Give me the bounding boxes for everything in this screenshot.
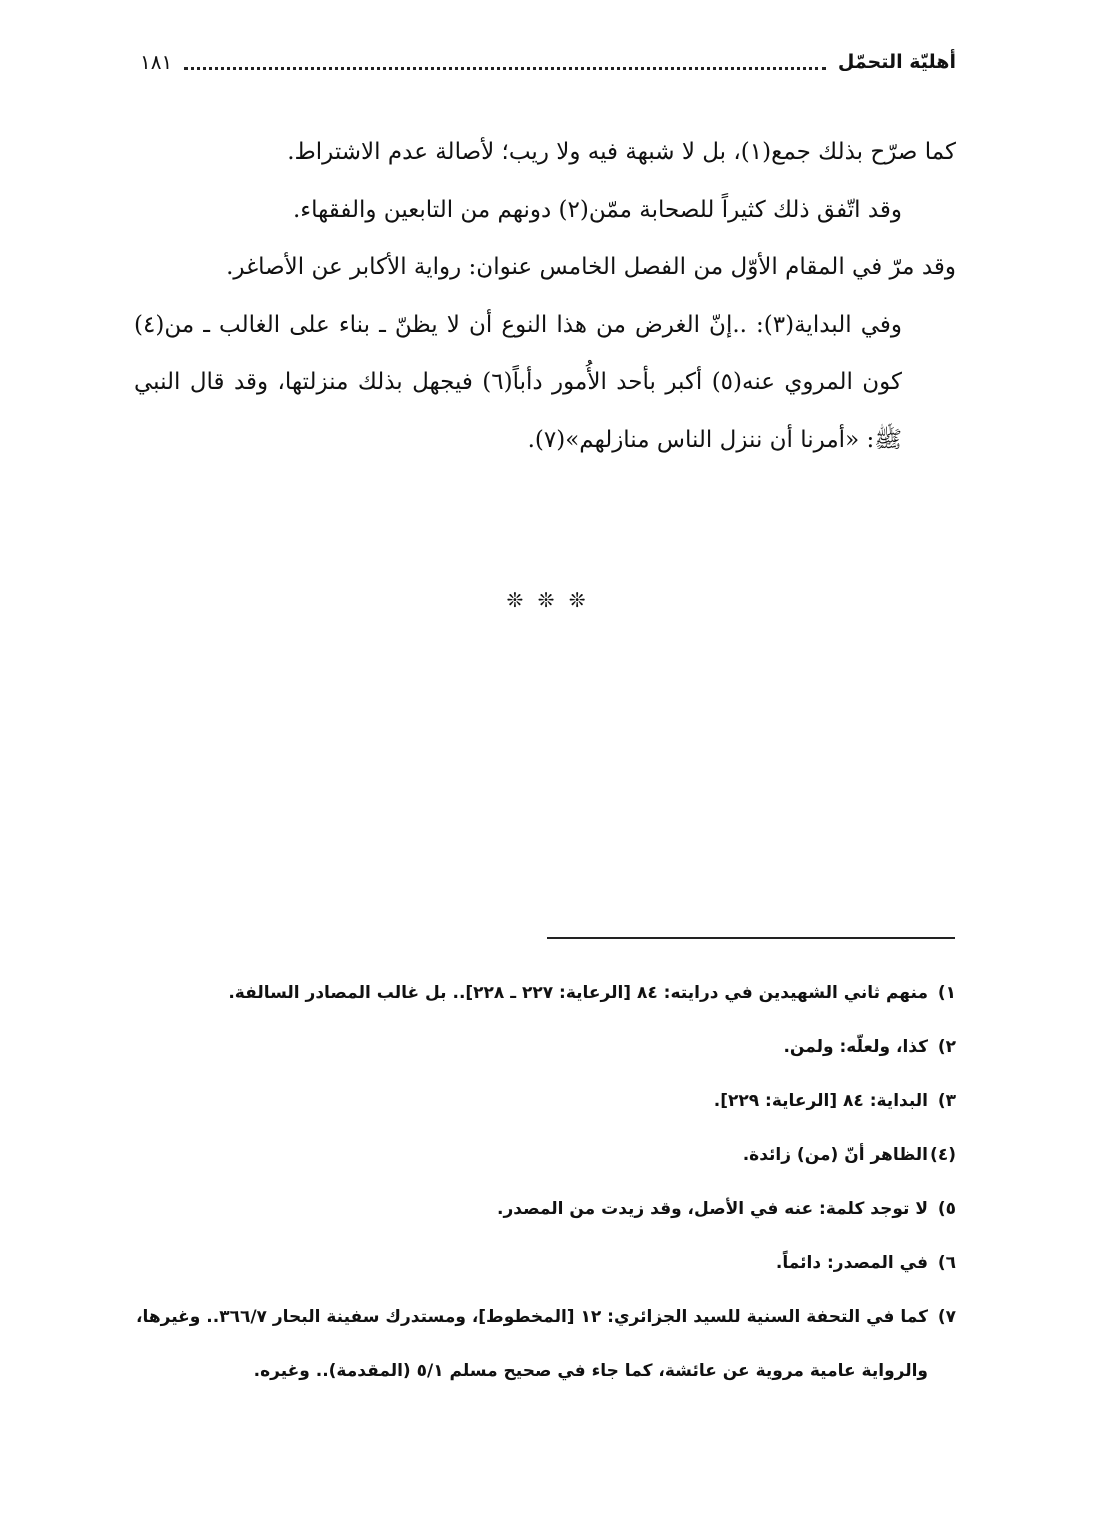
footnote-number: ٦) (937, 1253, 956, 1273)
footnote-3 (134, 1074, 956, 1128)
footnote-2 (134, 1020, 956, 1074)
footnote-text: الظاهر أنّ (من) زائدة. (742, 1145, 928, 1165)
footnote-text: كذا، ولعلّه: ولمن. (783, 1037, 928, 1057)
paragraph-4: وفي البداية(٣): ..إنّ الغرض من هذا النوع أن لا يظنّ ـ بناء على الغالب ـ من(٤) كون المروي عنه(٥) أكبر بأحد الأُمور دأباً(٦) فيجهل بذلك منزلتها، وقد قال النبي ﷺ: «أمرنا أن ننزل الناس منازلهم»(٧). (134, 311, 902, 453)
footnote-number: ١) (937, 983, 956, 1003)
footnote-4 (134, 1128, 956, 1182)
main-text (134, 124, 956, 469)
footnote-text: البداية: ٨٤ [الرعاية: ٢٢٩]. (713, 1091, 928, 1111)
footnote-number: ٣) (937, 1091, 956, 1111)
paragraph-1: كما صرّح بذلك جمع(١)، بل لا شبهة فيه ولا ريب؛ لأصالة عدم الاشتراط. (287, 139, 956, 165)
chapter-title: أهليّة التحمّل (837, 51, 956, 73)
footnote-number: ٢) (937, 1037, 956, 1057)
footnote-1 (134, 966, 956, 1020)
section-ornament: ❊ ❊ ❊ (506, 588, 590, 612)
paragraph-2: وقد اتّفق ذلك كثيراً للصحابة ممّن(٢) دونهم من التابعين والفقهاء. (292, 196, 902, 223)
leader-dots (184, 67, 826, 70)
footnote-7 (134, 1290, 956, 1398)
running-header (140, 44, 956, 80)
footnote-text: في المصدر: دائماً. (775, 1253, 928, 1273)
footnote-6 (134, 1236, 956, 1290)
footnote-5 (134, 1182, 956, 1236)
footnotes (134, 966, 956, 1398)
footnote-number: ٧) (937, 1307, 956, 1327)
footnote-separator (547, 937, 955, 939)
paragraph-3: وقد مرّ في المقام الأوّل من الفصل الخامس عنوان: رواية الأكابر عن الأصاغر. (226, 254, 956, 280)
footnote-text: لا توجد كلمة: عنه في الأصل، وقد زيدت من المصدر. (497, 1199, 928, 1219)
page-number: ١٨١ (140, 50, 173, 74)
footnote-text: كما في التحفة السنية للسيد الجزائري: ١٢ [المخطوط]، ومستدرك سفينة البحار ٣٦٦/٧.. وغيرها، والرواية عامية مروية عن عائشة، كما جاء في صحيح مسلم ٥/١ (المقدمة).. وغيره. (136, 1307, 928, 1381)
footnote-text: منهم ثاني الشهيدين في درايته: ٨٤ [الرعاية: ٢٢٧ ـ ٢٢٨].. بل غالب المصادر السالفة. (228, 983, 928, 1003)
footnote-number: ٥) (937, 1199, 956, 1219)
footnote-number: (٤) (930, 1145, 956, 1165)
